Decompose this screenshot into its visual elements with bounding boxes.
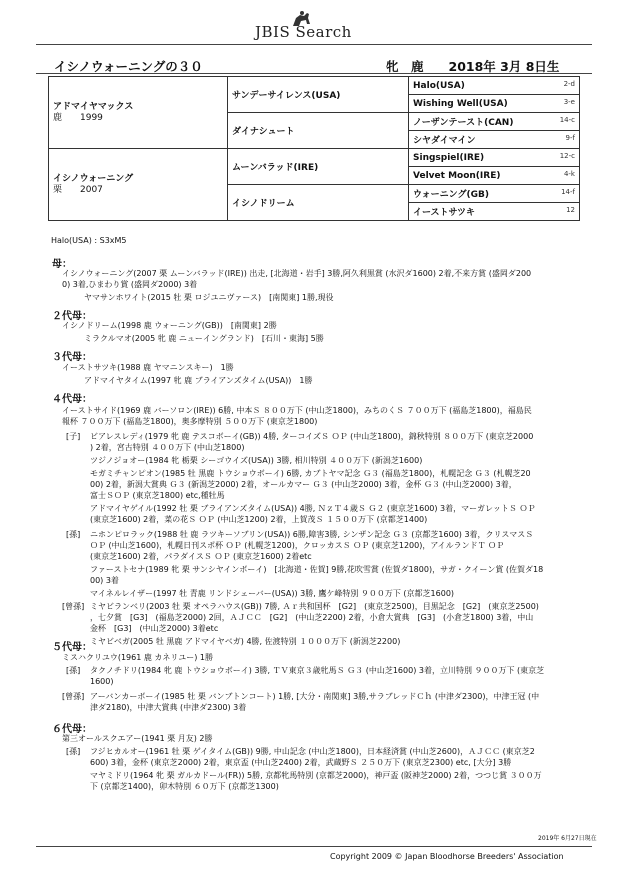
gen3-cell[interactable]	[409, 185, 580, 203]
gen3-name[interactable]: ウォーニング(GB)	[413, 190, 489, 200]
dam-dam[interactable]: イシノドリーム	[228, 185, 409, 221]
dam-sire[interactable]: ムーンバラッド(IRE)	[228, 149, 409, 185]
pedigree-table	[48, 76, 580, 221]
family-code: 12-c	[559, 152, 575, 160]
progeny-entry[interactable]: イシノドリーム(1998 鹿 ウォーニング(GB)) [南関東] 2勝	[62, 321, 277, 330]
family-code: 2-d	[563, 80, 575, 88]
progeny-entry[interactable]: ミヤビベガ(2005 牡 黒鹿 アドマイヤベガ) 4勝, 佐渡特別 １０００万下 (新潟芝2200)	[90, 637, 401, 646]
section-dam: 母：	[52, 259, 72, 270]
progeny-entry-cont: (東京芝1600) 2着，菜の花Ｓ ＯＰ (中山芝1200) 2着，上賀茂Ｓ １５００万下 (京都芝1400)	[90, 515, 428, 524]
section-4th-dam: ４代母：	[52, 394, 92, 405]
progeny-entry[interactable]: アドマイヤタイム(1997 牝 鹿 ブライアンズタイム(USA)) 1勝	[84, 376, 313, 385]
section-2nd-dam: ２代母：	[52, 311, 92, 322]
progeny-entry-cont: 00) 3着	[90, 576, 119, 585]
copyright: Copyright 2009 © Japan Bloodhorse Breeders' Association	[330, 852, 564, 861]
section-3rd-dam: ３代母：	[52, 352, 92, 363]
progeny-entry-cont: 金杯 [G3] (中山芝2000) 3着etc	[90, 624, 219, 633]
gen3-cell[interactable]	[409, 131, 580, 149]
inbreeding-note: Halo(USA) : S3xM5	[51, 236, 127, 245]
section-5th-dam: ５代母：	[52, 642, 92, 653]
progeny-entry-cont: 富士ＳＯＰ (東京芝1800) etc,種牡馬	[90, 491, 225, 500]
progeny-entry[interactable]: アーバンカーボーイ(1985 牡 栗 バンブトンコート) 1勝, [大分・南関東] 3勝,サラブレッドＣｈ (中津ダ2300)，中津王冠 (中	[90, 692, 540, 701]
dam-name[interactable]: イシノウォーニング	[53, 173, 134, 184]
sire-info: 鹿 1999	[53, 112, 103, 123]
progeny-entry-cont: 下 (京都芝1400)，卯木特別 ６０万下 (京都芝1300)	[90, 782, 279, 791]
progeny-entry[interactable]: ミスハクリユウ(1961 鹿 カネリユー) 1勝	[62, 653, 213, 662]
progeny-entry[interactable]: ビアレスレディ(1979 牝 鹿 テスコボーイ(GB)) 4勝, ターコイズＳ ＯＰ (中山芝1800)，錦秋特別 ８００万下 (東京芝2000	[90, 432, 534, 441]
progeny-entry-cont: 津ダ2180)，中津大賞典 (中津ダ2300) 3着	[90, 703, 247, 712]
section-6th-dam: ６代母：	[52, 724, 92, 735]
gen3-cell[interactable]	[409, 149, 580, 167]
progeny-entry[interactable]: ファーストセナ(1989 牝 栗 サンシヤインボーイ) [北海道・佐賀] 9勝,花吹雪賞 (佐賀ダ1800)，サガ・クイーン賞 (佐賀ダ18	[90, 565, 544, 574]
progeny-entry-cont: ，七夕賞 [G3] (福島芝2000) 2回，ＡＪＣＣ [G2] (中山芝2200) 2着，小倉大賞典 [G3] (小倉芝1800) 3着，中山	[90, 613, 534, 622]
gen3-name[interactable]: Singspiel(IRE)	[413, 152, 485, 163]
family-code: 9-f	[565, 134, 575, 142]
gen3-name[interactable]: Halo(USA)	[413, 80, 465, 91]
progeny-entry[interactable]: ミラクルマオ(2005 牝 鹿 ニューイングランド) [石川・東海] 5勝	[84, 334, 324, 343]
horse-name: イシノウォーニングの３０	[54, 59, 203, 74]
progeny-entry[interactable]: ミヤビランベリ(2003 牡 栗 オペラハウス(GB)) 7勝, Ａｒ共和国杯 [G2] (東京芝2500)，目黒記念 [G2] (東京芝2500)	[90, 602, 539, 611]
progeny-entry-cont: 600) 3着，金杯 (東京芝2000) 2着，東京盃 (中山芝2400) 2着，武蔵野Ｓ ２５０万下 (東京芝2300) etc, [大分] 3勝	[90, 758, 512, 767]
progeny-entry-cont: 1600)	[90, 677, 114, 686]
logo-text: JBIS Search	[255, 23, 352, 41]
family-code: 12	[566, 206, 575, 214]
dam-info: 栗 2007	[53, 184, 103, 195]
progeny-entry[interactable]: イシノウォーニング(2007 栗 ムーンバラッド(IRE)) 出走, [北海道・岩手] 3勝,阿久利黒賞 (水沢ダ1600) 2着,不来方賞 (盛岡ダ200	[62, 269, 532, 278]
progeny-entry[interactable]: マヤミドリ(1964 牝 栗 ガルカドール(FR)) 5勝, 京都牝馬特別 (京都芝2000)，神戸盃 (阪神芝2000) 2着，つつじ賞 ３００万	[90, 771, 542, 780]
gen3-name[interactable]: イーストサツキ	[413, 208, 476, 218]
gen3-cell[interactable]	[409, 113, 580, 131]
progeny-entry[interactable]: ツジノジョオー(1984 牝 栃栗 シーゴウイズ(USA)) 3勝, 相川特別 ４００万下 (新潟芝1600)	[90, 456, 423, 465]
family-code: 14-f	[561, 188, 575, 196]
progeny-entry-cont: 報杯 ７００万下 (福島芝1800)，奥多摩特別 ５００万下 (東京芝1800)	[62, 417, 318, 426]
gen3-name[interactable]: Velvet Moon(IRE)	[413, 170, 501, 181]
progeny-entry[interactable]: ヤマサンホワイト(2015 牡 栗 ロジユニヴァース) [南関東] 1勝,現役	[84, 293, 334, 302]
family-code: 3-e	[563, 98, 575, 106]
generation-tag: [孫]	[66, 530, 81, 539]
sire-dam[interactable]: ダイナシュート	[228, 113, 409, 149]
generation-tag: [子]	[66, 432, 81, 441]
progeny-entry[interactable]: イーストサイド(1969 鹿 バーソロン(IRE)) 6勝, 中本Ｓ ８００万下 (中山芝1800)，みちのくＳ ７００万下 (福島芝1800)，福島民	[62, 406, 532, 415]
progeny-entry-cont: ) 2着，宮古特別 ４００万下 (中山芝1800)	[90, 443, 245, 452]
gen3-cell[interactable]	[409, 167, 580, 185]
progeny-entry[interactable]: ニホンピロラック(1988 牡 鹿 ラツキーソブリン(USA)) 6勝,障害3勝, シンザン記念 Ｇ３ (京都芝1600) 3着，クリスマスＳ	[90, 530, 534, 539]
gen3-name[interactable]: ノーザンテースト(CAN)	[413, 118, 514, 128]
progeny-entry[interactable]: イーストサツキ(1988 鹿 ヤマニンスキー) 1勝	[62, 363, 234, 372]
progeny-entry-cont: (東京芝1600) 2着，パラダイスＳ ＯＰ (東京芝1600) 2着etc	[90, 552, 312, 561]
progeny-entry-cont: 0) 3着,ひまわり賞 (盛岡ダ2000) 3着	[62, 280, 198, 289]
progeny-entry[interactable]: マイネルレイザー(1997 牡 青鹿 リンドシェーバー(USA)) 3勝, 鷹ケ峰特別 ９００万下 (京都芝1600)	[90, 589, 455, 598]
sire-name[interactable]: アドマイヤマックス	[53, 101, 134, 112]
progeny-entry[interactable]: タクノチドリ(1984 牝 鹿 トウショウボーイ) 3勝, ＴＶ東京３歳牝馬Ｓ Ｇ３ (中山芝1600) 3着，立川特別 ９００万下 (東京芝	[90, 666, 545, 675]
generation-tag: [曾孫]	[62, 602, 85, 611]
gen3-cell[interactable]	[409, 77, 580, 95]
footer-rule	[36, 846, 592, 847]
generation-tag: [孫]	[66, 747, 81, 756]
progeny-entry-cont: 00) 2着，新潟大賞典 Ｇ３ (新潟芝2000) 2着，オールカマー Ｇ３ (中山芝2000) 3着，金杯 Ｇ３ (中山芝2000) 3着，	[90, 480, 517, 489]
family-code: 4-k	[563, 170, 575, 178]
gen3-name[interactable]: シヤダイマイン	[413, 136, 476, 146]
progeny-entry-cont: ＯＰ (中山芝1600)，札幌日刊スポ杯 ＯＰ (札幌芝1200)，クロッカスＳ ＯＰ (東京芝1200)，アイルランドＴ ＯＰ	[90, 541, 505, 550]
dam-cell[interactable]	[49, 149, 228, 221]
gen3-cell[interactable]	[409, 95, 580, 113]
horse-meta: 牝 鹿 2018年 3月 8日生	[386, 59, 560, 74]
progeny-entry[interactable]: アドマイヤゲイル(1992 牡 栗 ブライアンズタイム(USA)) 4勝, ＮｚＴ４歳Ｓ Ｇ２ (東京芝1600) 3着，マーガレットＳ ＯＰ	[90, 504, 536, 513]
title-rule	[36, 73, 592, 74]
generation-tag: [曾孫]	[62, 692, 85, 701]
sire-cell[interactable]	[49, 77, 228, 149]
family-code: 14-c	[559, 116, 575, 124]
jbis-logo	[255, 10, 375, 44]
sire-sire[interactable]: サンデーサイレンス(USA)	[228, 77, 409, 113]
gen3-name[interactable]: Wishing Well(USA)	[413, 98, 508, 109]
progeny-entry[interactable]: フジヒカルオー(1961 牡 栗 ゲイタイム(GB)) 9勝, 中山記念 (中山芝1800)，日本経済賞 (中山芝2600)，ＡＪＣＣ (東京芝2	[90, 747, 535, 756]
progeny-entry[interactable]: 第三オールスクエアー(1941 栗 月友) 2勝	[62, 734, 213, 743]
gen3-cell[interactable]	[409, 203, 580, 221]
header-rule	[36, 44, 592, 45]
progeny-entry[interactable]: モガミチャンピオン(1985 牡 黒鹿 トウショウボーイ) 6勝, カブトヤマ記念 Ｇ３ (福島芝1800)，札幌記念 Ｇ３ (札幌芝20	[90, 469, 531, 478]
data-date: 2019年 6月27日現在	[538, 835, 597, 842]
generation-tag: [孫]	[66, 666, 81, 675]
